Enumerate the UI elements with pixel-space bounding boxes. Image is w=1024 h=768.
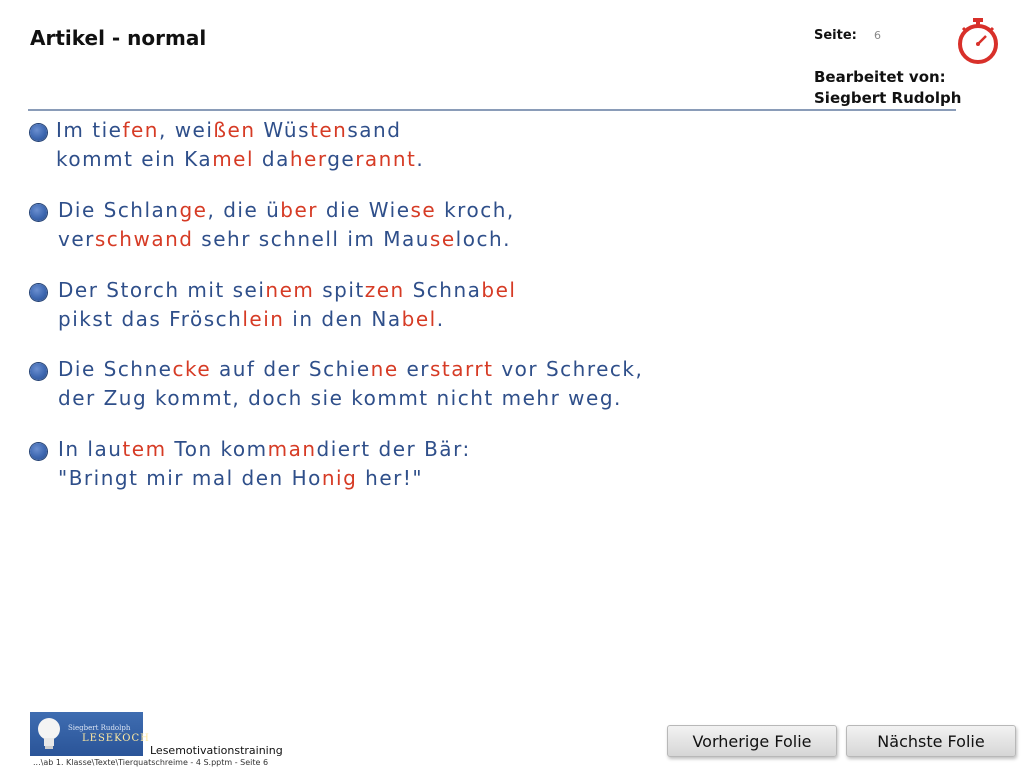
highlighted-syllable: ber (280, 198, 319, 222)
highlighted-syllable: ßen (213, 118, 256, 142)
verse-line (58, 357, 643, 381)
highlighted-syllable: bel (481, 278, 517, 302)
text-segment: pikst das Frösch (58, 307, 243, 331)
logo-wordmark: LESEKOCH (82, 733, 150, 744)
text-segment: er (398, 357, 431, 381)
lightbulb-icon (34, 716, 64, 752)
verse-line (58, 227, 511, 251)
text-segment: Der Storch mit sei (58, 278, 266, 302)
highlighted-syllable: zen (364, 278, 405, 302)
text-segment: ge (327, 147, 356, 171)
text-segment: loch. (455, 227, 511, 251)
lesekoch-logo (30, 712, 150, 756)
brand-name: Lesemotivationstraining (150, 744, 283, 757)
logo-subtitle: Siegbert Rudolph (68, 724, 131, 732)
highlighted-syllable: bel (401, 307, 437, 331)
verse-line (58, 198, 515, 222)
highlighted-syllable: starrt (430, 357, 494, 381)
highlighted-syllable: schwand (94, 227, 194, 251)
verse-line (58, 386, 622, 410)
stopwatch-icon[interactable] (955, 16, 1001, 64)
text-segment: sand (347, 118, 402, 142)
text-segment: die Wie (318, 198, 411, 222)
text-segment: sehr schnell im Mau (193, 227, 430, 251)
text-segment: Die Schne (58, 357, 173, 381)
blue-bullet-icon (30, 363, 47, 380)
highlighted-syllable: man (267, 437, 317, 461)
highlighted-syllable: lein (242, 307, 285, 331)
highlighted-syllable: her (289, 147, 328, 171)
text-segment: . (416, 147, 425, 171)
previous-slide-button[interactable]: Vorherige Folie (667, 725, 837, 757)
text-segment: "Bringt mir mal den Ho (58, 466, 322, 490)
page-number: 6 (874, 29, 881, 42)
highlighted-syllable: mel (212, 147, 255, 171)
verse-line (58, 437, 471, 461)
editor-label: Bearbeitet von: (814, 68, 946, 86)
text-segment: her!" (357, 466, 424, 490)
text-segment: auf der Schie (211, 357, 371, 381)
editor-name: Siegbert Rudolph (814, 89, 962, 107)
blue-bullet-icon (30, 284, 47, 301)
verse-line (56, 118, 401, 142)
text-segment: Schna (404, 278, 482, 302)
text-segment: , wei (158, 118, 214, 142)
highlighted-syllable: nig (321, 466, 358, 490)
text-segment: In lau (58, 437, 123, 461)
text-segment: spit (314, 278, 365, 302)
text-segment: , die ü (207, 198, 281, 222)
blue-bullet-icon (30, 124, 47, 141)
blue-bullet-icon (30, 443, 47, 460)
highlighted-syllable: se (410, 198, 437, 222)
highlighted-syllable: ne (370, 357, 399, 381)
highlighted-syllable: nem (265, 278, 315, 302)
text-segment: Die Schlan (58, 198, 180, 222)
highlighted-syllable: ten (310, 118, 348, 142)
verse-line (56, 147, 424, 171)
highlighted-syllable: rannt (355, 147, 417, 171)
highlighted-syllable: se (429, 227, 456, 251)
page-label: Seite: (814, 28, 857, 43)
text-segment: Ton kom (166, 437, 268, 461)
verse-line (58, 278, 516, 302)
text-segment: diert der Bär: (316, 437, 471, 461)
highlighted-syllable: tem (122, 437, 167, 461)
next-slide-button[interactable]: Nächste Folie (846, 725, 1016, 757)
page-title: Artikel - normal (30, 26, 207, 50)
text-segment: da (254, 147, 290, 171)
text-segment: ver (58, 227, 95, 251)
text-segment: der Zug kommt, doch sie kommt nicht mehr weg. (58, 386, 622, 410)
text-segment: vor Schreck, (493, 357, 644, 381)
text-segment: . (436, 307, 445, 331)
header-divider (28, 109, 956, 111)
text-segment: in den Na (284, 307, 402, 331)
verse-line (58, 307, 445, 331)
highlighted-syllable: fen (122, 118, 159, 142)
blue-bullet-icon (30, 204, 47, 221)
text-segment: kommt ein Ka (56, 147, 213, 171)
file-path: ...\ab 1. Klasse\Texte\Tierquatschreime - 4 S.pptm - Seite 6 (33, 758, 269, 767)
text-segment: Wüs (255, 118, 311, 142)
highlighted-syllable: cke (172, 357, 212, 381)
text-segment: Im tie (56, 118, 123, 142)
highlighted-syllable: ge (179, 198, 208, 222)
text-segment: kroch, (436, 198, 515, 222)
verse-line (58, 466, 423, 490)
